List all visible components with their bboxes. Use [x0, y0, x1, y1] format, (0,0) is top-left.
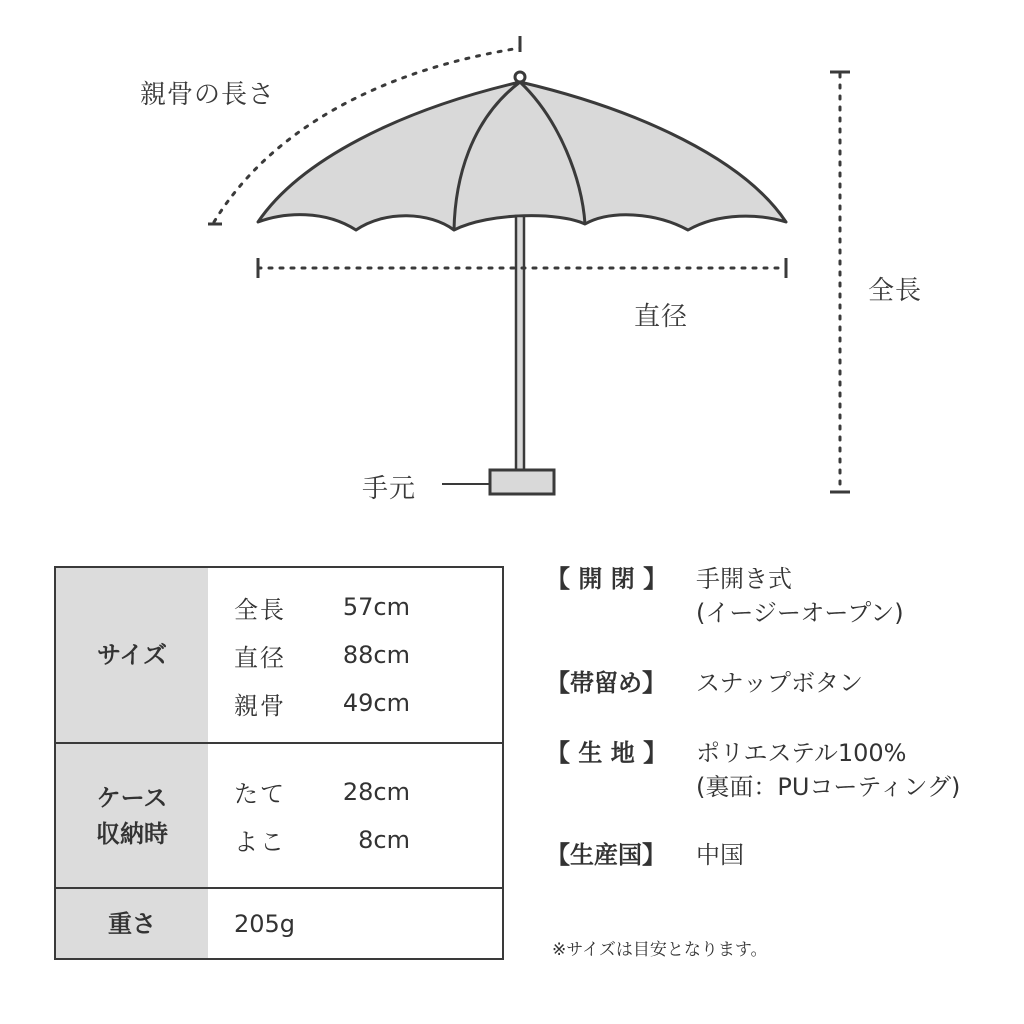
attr-origin-value: 中国 — [696, 841, 744, 869]
attr-fabric-value-line2: (裏面：PUコーティング) — [696, 773, 961, 801]
case-row — [234, 768, 502, 816]
handle-label: 手元 — [362, 474, 417, 504]
umbrella-canopy — [258, 82, 786, 230]
attr-open-value-line1: 手開き式 — [696, 565, 792, 593]
size-value: 49cm — [342, 689, 410, 717]
weight-value: 205g — [234, 909, 296, 938]
diameter-label: 直径 — [634, 302, 689, 332]
case-value: 28cm — [342, 777, 410, 806]
total-length-label: 全長 — [868, 276, 923, 306]
case-row — [234, 816, 502, 864]
case-key: よこ — [234, 828, 286, 856]
umbrella-tip — [515, 72, 525, 82]
attr-band-value: スナップボタン — [696, 669, 864, 697]
case-header-cell — [56, 744, 208, 889]
size-values-cell — [208, 568, 502, 744]
case-header-line2: 収納時 — [96, 819, 168, 848]
attr-fabric-value — [696, 736, 1016, 804]
attr-fabric-key: 【 生 地 】 — [546, 739, 668, 767]
case-values-cell — [208, 744, 502, 889]
case-header-line1: ケース — [96, 783, 168, 812]
spec-table — [54, 566, 504, 960]
attr-open-key: 【 開 閉 】 — [546, 565, 668, 593]
umbrella-shaft — [516, 216, 524, 472]
attr-open — [546, 562, 1016, 630]
weight-header-cell — [56, 889, 208, 958]
size-value: 88cm — [342, 641, 410, 669]
case-value: 8cm — [358, 825, 410, 854]
umbrella-handle — [490, 470, 554, 494]
weight-value-cell — [208, 889, 502, 958]
size-key: 直径 — [234, 643, 286, 672]
size-row — [234, 679, 502, 727]
size-value: 57cm — [342, 593, 410, 621]
weight-header: 重さ — [108, 909, 156, 938]
case-key: たて — [234, 780, 286, 808]
size-row — [234, 631, 502, 679]
attr-fabric-value-line1: ポリエステル100% — [696, 739, 907, 767]
size-header-cell — [56, 568, 208, 744]
rib-length-label: 親骨の長さ — [140, 80, 276, 110]
attr-band — [546, 666, 1016, 700]
size-key: 全長 — [234, 595, 286, 624]
attr-band-key: 【帯留め】 — [546, 669, 666, 697]
size-header: サイズ — [96, 641, 168, 669]
attribute-list — [546, 562, 1016, 872]
attr-open-value — [696, 562, 1016, 630]
attr-open-value-line2: (イージーオープン) — [696, 599, 904, 627]
attr-origin-key: 【生産国】 — [546, 841, 666, 869]
size-key: 親骨 — [234, 691, 286, 720]
attr-origin — [546, 838, 1016, 872]
attr-fabric — [546, 736, 1016, 804]
size-note: ※サイズは目安となります。 — [552, 940, 768, 960]
size-row — [234, 583, 502, 631]
